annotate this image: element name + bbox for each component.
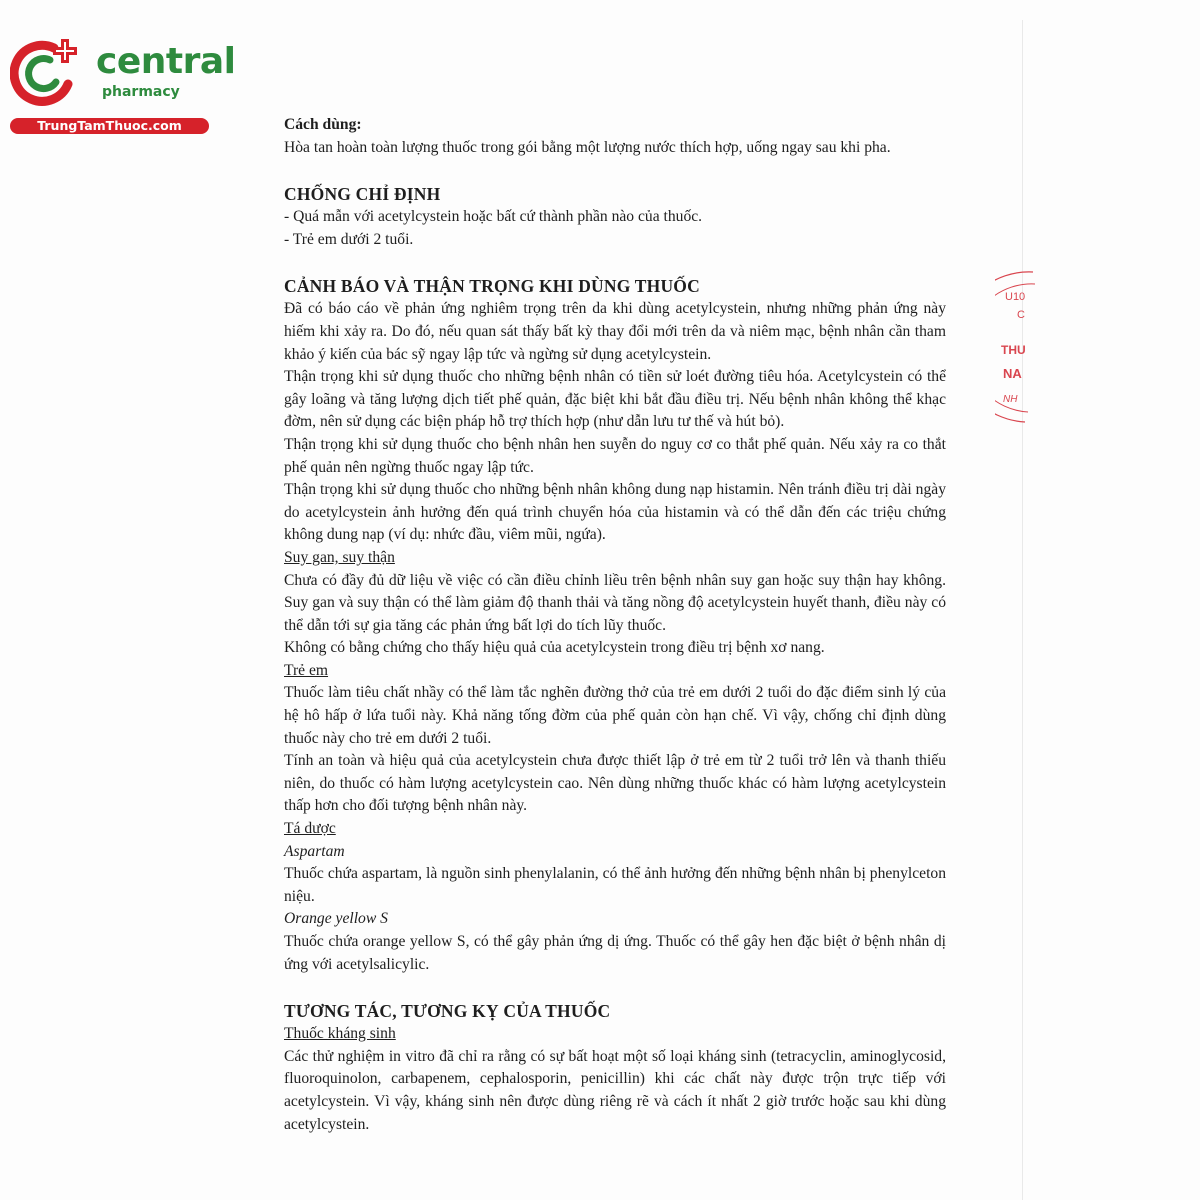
antibiotics-text: Các thử nghiệm in vitro đã chỉ ra rằng có sự bất hoạt một số loại kháng sinh (tetracyclin, aminoglycosid, fluoroquinolon, carbapenem, cephalosporin, penicillin) khi các chất này được trộn trực tiếp với acetylcystein. Vì vậy, kháng sinh nên được dùng riêng rẽ và cách ít nhất 2 giờ trước hoặc sau khi dùng acetylcystein. — [284, 1047, 946, 1133]
brand-name: central — [96, 41, 236, 82]
stamp-fragment — [995, 262, 1035, 432]
brand-site-banner[interactable]: TrungTamThuoc.com — [10, 118, 209, 134]
central-pharmacy-logo[interactable] — [10, 36, 236, 136]
warnings-heading: CẢNH BÁO VÀ THẬN TRỌNG KHI DÙNG THUỐC — [284, 276, 700, 297]
central-logo-icon — [10, 36, 86, 106]
contraindication-item: - Quá mẫn với acetylcystein hoặc bất cứ thành phần nào của thuốc. — [284, 208, 703, 226]
children-paragraph: Thuốc làm tiêu chất nhầy có thể làm tắc nghẽn đường thở của trẻ em dưới 2 tuổi do đặc điểm sinh lý của hệ hô hấp ở lứa tuổi này. Khả năng tống đờm của phế quản còn hạn chế. Vì vậy, chống chỉ định dùng thuốc này cho trẻ em dưới 2 tuổi. — [284, 684, 946, 747]
spacer — [284, 976, 946, 999]
children-subheading: Trẻ em — [284, 661, 329, 679]
orange-yellow-label: Orange yellow S — [284, 910, 388, 928]
liver-kidney-paragraph: Không có bằng chứng cho thấy hiệu quả của acetylcystein trong điều trị bệnh xơ nang. — [284, 639, 825, 657]
page-edge — [1022, 20, 1023, 1200]
stamp-text-2: C — [1017, 309, 1025, 321]
stamp-text-4: NA — [1003, 366, 1022, 381]
brand-sub: pharmacy — [102, 84, 180, 100]
aspartam-label: Aspartam — [284, 842, 345, 860]
leaflet-body — [284, 114, 946, 1136]
interactions-heading: TƯƠNG TÁC, TƯƠNG KỴ CỦA THUỐC — [284, 1001, 611, 1022]
spacer — [284, 159, 946, 182]
aspartam-text: Thuốc chứa aspartam, là nguồn sinh phenylalanin, có thể ảnh hưởng đến những bệnh nhân bị phenylceton niệu. — [284, 865, 946, 905]
orange-yellow-text: Thuốc chứa orange yellow S, có thể gây phản ứng dị ứng. Thuốc có thể gây hen đặc biệt ở bệnh nhân dị ứng với acetylsalicylic. — [284, 933, 946, 973]
liver-kidney-paragraph: Chưa có đầy đủ dữ liệu về việc có cần điều chỉnh liều trên bệnh nhân suy gan hoặc suy thận hay không. Suy gan và suy thận có thể làm giảm độ thanh thải và tăng nồng độ acetylcystein huyết thanh, điều này có thể dẫn tới sự gia tăng các phản ứng bất lợi do tích lũy thuốc. — [284, 571, 946, 634]
stamp-text-5: NH — [1003, 394, 1018, 405]
children-paragraph: Tính an toàn và hiệu quả của acetylcystein chưa được thiết lập ở trẻ em từ 2 tuổi trở lên và thanh thiếu niên, do thuốc có hàm lượng acetylcystein cao. Nên dùng những thuốc khác có hàm lượng acetylcystein thấp hơn cho đối tượng bệnh nhân này. — [284, 752, 946, 815]
contraindications-heading: CHỐNG CHỈ ĐỊNH — [284, 184, 441, 205]
usage-label: Cách dùng: — [284, 116, 362, 133]
contraindication-item: - Trẻ em dưới 2 tuổi. — [284, 230, 414, 248]
warning-paragraph: Thận trọng khi sử dụng thuốc cho những bệnh nhân không dung nạp histamin. Nên tránh điều trị dài ngày do acetylcystein ảnh hưởng đến quá trình chuyển hóa của histamin và có thể dẫn đến các triệu chứng không dung nạp (ví dụ: nhức đầu, viêm mũi, ngứa). — [284, 481, 946, 544]
liver-kidney-subheading: Suy gan, suy thận — [284, 548, 395, 566]
usage-text: Hòa tan hoàn toàn lượng thuốc trong gói bằng một lượng nước thích hợp, uống ngay sau khi pha. — [284, 138, 891, 156]
spacer — [284, 251, 946, 274]
stamp-text-3: THU — [1001, 343, 1026, 357]
warning-paragraph: Thận trọng khi sử dụng thuốc cho bệnh nhân hen suyễn do nguy cơ co thắt phế quản. Nếu xảy ra co thắt phế quản nên ngừng thuốc ngay lập tức. — [284, 435, 946, 476]
excipients-subheading: Tá dược — [284, 820, 336, 838]
antibiotics-subheading: Thuốc kháng sinh — [284, 1025, 396, 1043]
warning-paragraph: Thận trọng khi sử dụng thuốc cho những bệnh nhân có tiền sử loét đường tiêu hóa. Acetylcystein có thể gây loãng và tăng lượng dịch tiết phế quản, đặc biệt khi bắt đầu điều trị. Nếu bệnh nhân không thể khạc đờm, nên sử dụng các biện pháp hỗ trợ thích hợp (như dẫn lưu tư thế và hút bỏ). — [284, 368, 946, 431]
stamp-text-1: U10 — [1005, 291, 1026, 303]
warning-paragraph: Đã có báo cáo về phản ứng nghiêm trọng trên da khi dùng acetylcystein, nhưng những phản ứng này hiếm khi xảy ra. Do đó, nếu quan sát thấy bất kỳ thay đổi mới trên da và niêm mạc, bệnh nhân cần tham khảo ý kiến của bác sỹ ngay lập tức và ngừng sử dụng acetylcystein. — [284, 300, 946, 363]
